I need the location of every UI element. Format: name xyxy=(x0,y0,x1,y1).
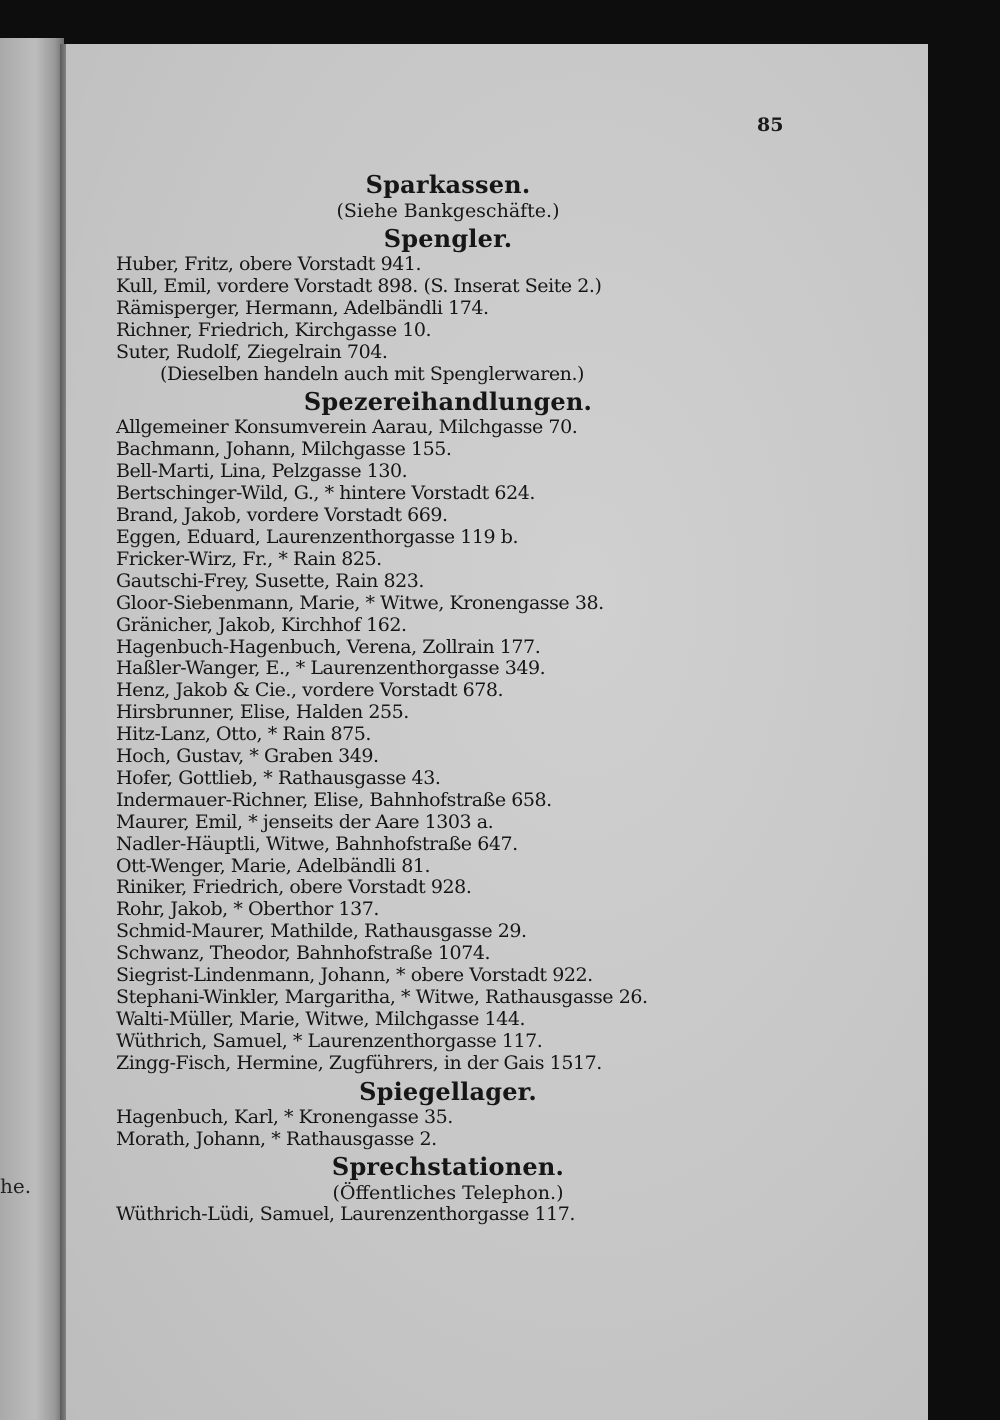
left-page-text: he. xyxy=(0,1174,32,1198)
list-item: Eggen, Eduard, Laurenzenthorgasse 119 b. xyxy=(116,525,519,548)
list-item: Riniker, Friedrich, obere Vorstadt 928. xyxy=(116,876,472,899)
list-item: Richner, Friedrich, Kirchgasse 10. xyxy=(116,318,432,341)
list-item: Haßler-Wanger, E., * Laurenzenthorgasse 349. xyxy=(116,657,546,680)
list-item: Hoch, Gustav, * Graben 349. xyxy=(116,745,379,768)
section-subtitle: (Siehe Bankgeschäfte.) xyxy=(336,200,560,222)
list-item: Kull, Emil, vordere Vorstadt 898. (S. Inserat Seite 2.) xyxy=(116,274,602,297)
list-item: Bell-Marti, Lina, Pelzgasse 130. xyxy=(116,460,408,483)
list-item: Huber, Fritz, obere Vorstadt 941. xyxy=(116,253,422,275)
section-spezereihandlungen xyxy=(116,387,756,1074)
list-item: Indermauer-Richner, Elise, Bahnhofstraße 658. xyxy=(116,788,552,811)
list-item: Morath, Johann, * Rathausgasse 2. xyxy=(116,1127,437,1150)
list-item: Hagenbuch-Hagenbuch, Verena, Zollrain 177. xyxy=(116,635,541,658)
page-number: 85 xyxy=(757,114,784,136)
section-title: Sparkassen. xyxy=(365,170,531,199)
list-item: Walti-Müller, Marie, Witwe, Milchgasse 144. xyxy=(116,1007,526,1030)
page-content xyxy=(116,170,756,1226)
section-title: Spezereihandlungen. xyxy=(303,387,593,417)
list-item: Zingg-Fisch, Hermine, Zugführers, in der Gais 1517. xyxy=(116,1051,602,1074)
list-item: Siegrist-Lindenmann, Johann, * obere Vorstadt 922. xyxy=(116,964,593,987)
list-item: Hirsbrunner, Elise, Halden 255. xyxy=(116,701,409,724)
section-spengler xyxy=(116,224,756,385)
list-item: Allgemeiner Konsumverein Aarau, Milchgasse 70. xyxy=(116,416,578,439)
list-item: Gautschi-Frey, Susette, Rain 823. xyxy=(116,569,425,592)
list-item: Hagenbuch, Karl, * Kronengasse 35. xyxy=(116,1105,453,1128)
section-title: Spiegellager. xyxy=(359,1076,537,1106)
list-item: Henz, Jakob & Cie., vordere Vorstadt 678. xyxy=(116,679,504,702)
list-item: Rämisperger, Hermann, Adelbändli 174. xyxy=(116,296,489,319)
list-item: Brand, Jakob, vordere Vorstadt 669. xyxy=(116,504,448,527)
section-subtitle: (Öffentliches Telephon.) xyxy=(332,1182,564,1205)
list-item: Bachmann, Johann, Milchgasse 155. xyxy=(116,438,452,461)
list-item: Gloor-Siebenmann, Marie, * Witwe, Kronengasse 38. xyxy=(116,591,604,614)
section-note: (Dieselben handeln auch mit Spenglerwaren.) xyxy=(160,362,585,385)
left-page-edge xyxy=(0,38,64,1420)
section-title: Sprechstationen. xyxy=(331,1152,565,1182)
list-item: Rohr, Jakob, * Oberthor 137. xyxy=(116,898,379,921)
list-item: Maurer, Emil, * jenseits der Aare 1303 a. xyxy=(116,810,494,833)
list-item: Hofer, Gottlieb, * Rathausgasse 43. xyxy=(116,766,441,789)
list-item: Wüthrich-Lüdi, Samuel, Laurenzenthorgasse 117. xyxy=(116,1203,576,1226)
section-title: Spengler. xyxy=(383,224,513,253)
list-item: Ott-Wenger, Marie, Adelbändli 81. xyxy=(116,854,431,877)
list-item: Schmid-Maurer, Mathilde, Rathausgasse 29. xyxy=(116,920,527,943)
section-sprechstationen xyxy=(116,1152,756,1226)
list-item: Gränicher, Jakob, Kirchhof 162. xyxy=(116,613,407,636)
section-sparkassen xyxy=(116,170,756,222)
list-item: Nadler-Häuptli, Witwe, Bahnhofstraße 647. xyxy=(116,832,518,855)
list-item: Hitz-Lanz, Otto, * Rain 875. xyxy=(116,723,372,746)
list-item: Stephani-Winkler, Margaritha, * Witwe, Rathausgasse 26. xyxy=(116,986,648,1008)
list-item: Schwanz, Theodor, Bahnhofstraße 1074. xyxy=(116,942,491,965)
list-item: Wüthrich, Samuel, * Laurenzenthorgasse 117. xyxy=(116,1029,543,1052)
list-item: Bertschinger-Wild, G., * hintere Vorstadt 624. xyxy=(116,482,535,505)
list-item: Suter, Rudolf, Ziegelrain 704. xyxy=(116,340,388,363)
list-item: Fricker-Wirz, Fr., * Rain 825. xyxy=(116,547,382,570)
section-spiegellager xyxy=(116,1077,756,1151)
